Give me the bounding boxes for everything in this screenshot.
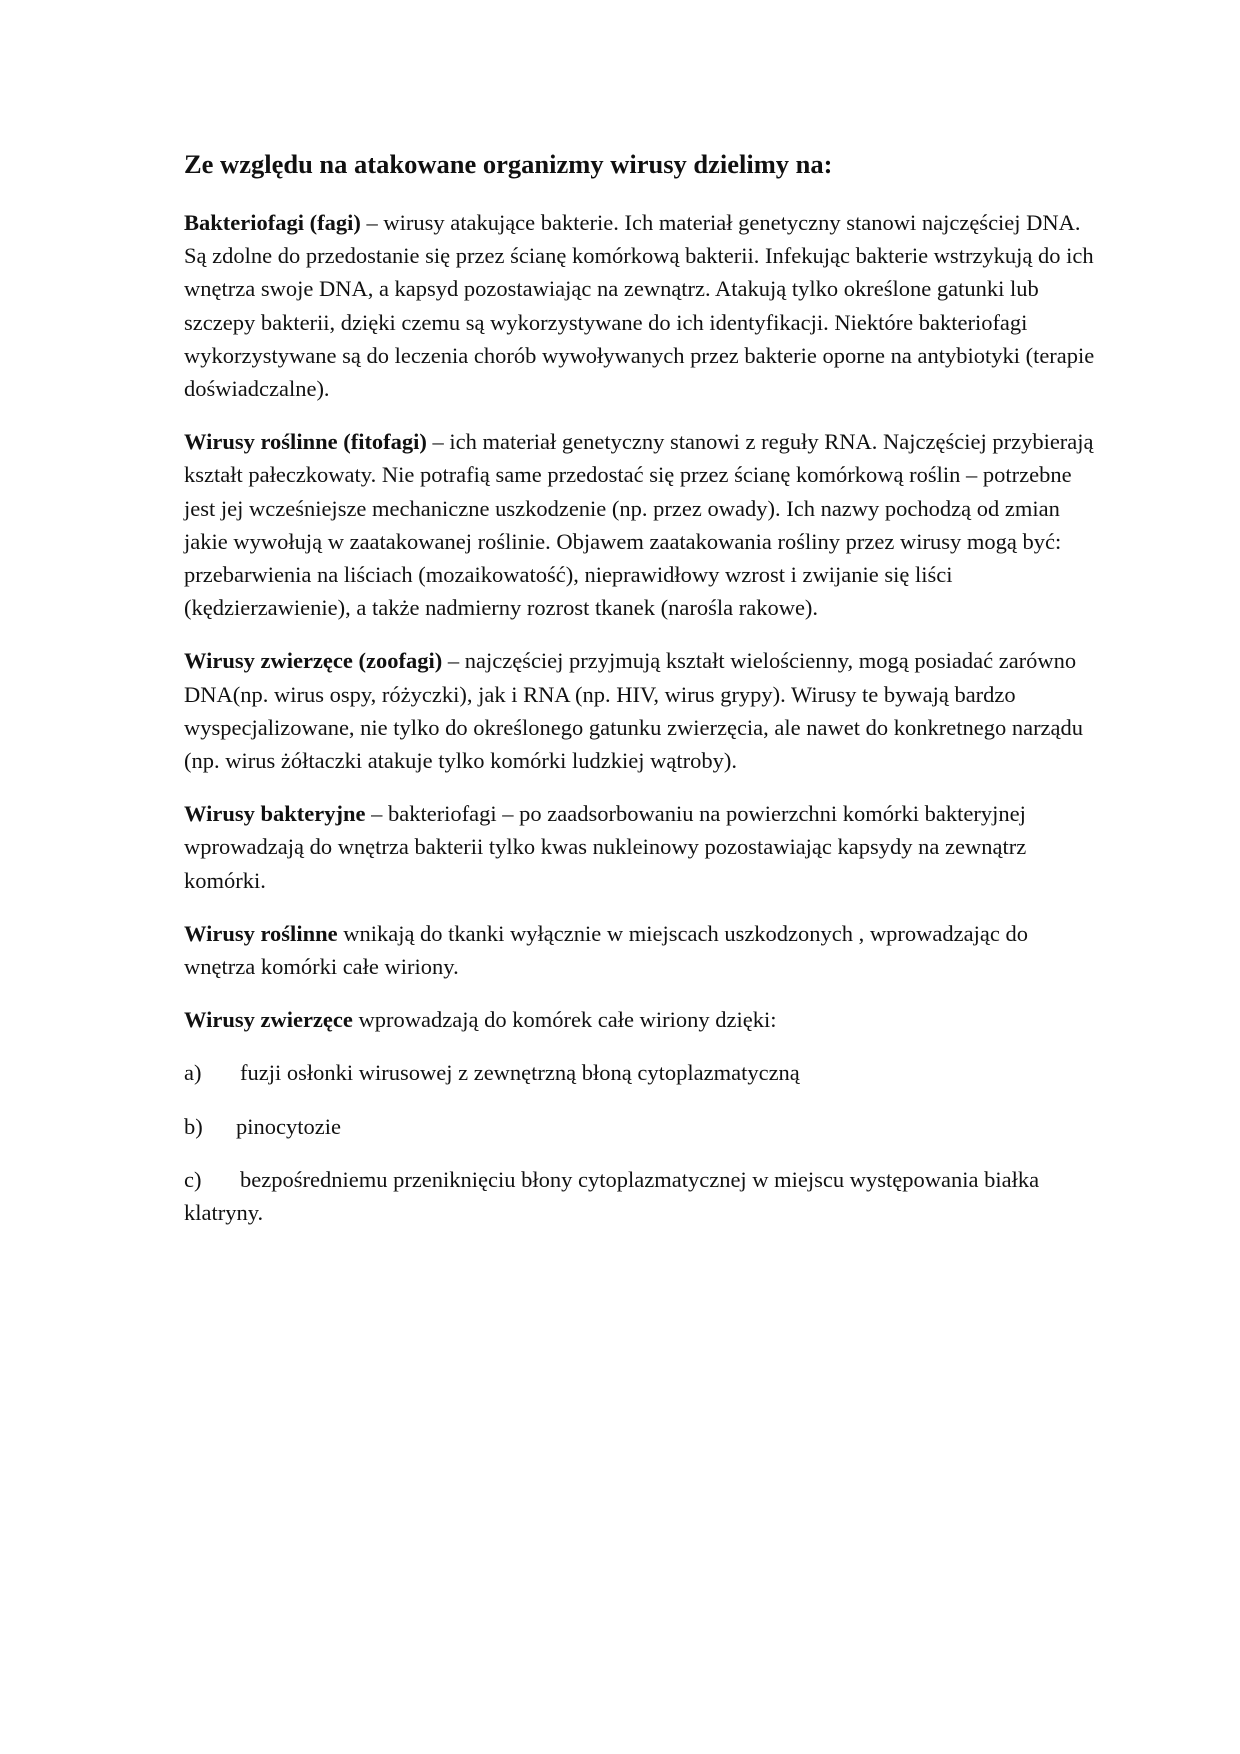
paragraph-bakteriofagi	[184, 206, 1099, 405]
paragraph-wirusy-zwierzece-wnikanie	[184, 1003, 1099, 1036]
paragraph-text: – wirusy atakujące bakterie. Ich materiał genetyczny stanowi najczęściej DNA. Są zdolne do przedostanie się przez ścianę komórkową bakterii. Infekując bakterie wstrzykują do ich wnętrza swoje DNA, a kapsyd pozostawiając na zewnątrz. Atakują tylko określone gatunki lub szczepy bakterii, dzięki czemu są wykorzystywane do ich identyfikacji. Niektóre bakteriofagi wykorzystywane są do leczenia chorób wywoływanych przez bakterie oporne na antybiotyki (terapie doświadczalne).	[184, 210, 1095, 402]
term-bold: Wirusy zwierzęce (zoofagi)	[184, 648, 443, 674]
paragraph-wirusy-roslinne	[184, 425, 1099, 624]
list-item-text: fuzji osłonki wirusowej z zewnętrzną błoną cytoplazmatyczną	[240, 1060, 800, 1086]
list-item-text: bezpośredniemu przeniknięciu błony cytoplazmatycznej w miejscu występowania białka klatryny.	[184, 1166, 1040, 1226]
list-marker: c)	[184, 1166, 202, 1192]
term-bold: Wirusy bakteryjne	[184, 801, 366, 827]
paragraph-text: wnikają do tkanki wyłącznie w miejscach uszkodzonych , wprowadzając do wnętrza komórki całe wiriony.	[184, 920, 1028, 980]
paragraph-text: – bakteriofagi – po zaadsorbowaniu na powierzchni komórki bakteryjnej wprowadzają do wnętrza bakterii tylko kwas nukleinowy pozostawiając kapsydy na zewnątrz komórki.	[184, 801, 1027, 893]
list-marker: b)	[184, 1113, 203, 1139]
list-item-b	[184, 1110, 1099, 1143]
document-body	[184, 144, 1099, 1249]
term-bold: Wirusy zwierzęce	[184, 1007, 353, 1033]
paragraph-wirusy-zwierzece	[184, 644, 1099, 777]
list-marker: a)	[184, 1060, 202, 1086]
page-title: Ze względu na atakowane organizmy wirusy dzielimy na:	[184, 149, 833, 179]
list-item-c	[184, 1163, 1099, 1229]
paragraph-wirusy-roslinne-wnikanie	[184, 917, 1099, 983]
list-item-text: pinocytozie	[236, 1113, 341, 1139]
paragraph-text: wprowadzają do komórek całe wiriony dzięki:	[352, 1007, 777, 1033]
list-item-a	[184, 1056, 1099, 1089]
paragraph-text: – najczęściej przyjmują kształt wielościenny, mogą posiadać zarówno DNA(np. wirus ospy, różyczki), jak i RNA (np. HIV, wirus grypy). Wirusy te bywają bardzo wyspecjalizowane, nie tylko do określonego gatunku zwierzęcia, ale nawet do konkretnego narządu (np. wirus żółtaczki atakuje tylko komórki ludzkiej wątroby).	[184, 648, 1084, 774]
term-bold: Wirusy roślinne (fitofagi)	[184, 429, 427, 455]
paragraph-text: – ich materiał genetyczny stanowi z reguły RNA. Najczęściej przybierają kształt pałeczkowaty. Nie potrafią same przedostać się przez ścianę komórkową roślin – potrzebne jest jej wcześniejsze mechaniczne uszkodzenie (np. przez owady). Ich nazwy pochodzą od zmian jakie wywołują w zaatakowanej roślinie. Objawem zaatakowania rośliny przez wirusy mogą być: przebarwienia na liściach (mozaikowatość), nieprawidłowy wzrost i zwijanie się liści (kędzierzawienie), a także nadmierny rozrost tkanek (narośla rakowe).	[184, 429, 1094, 621]
paragraph-wirusy-bakteryjne	[184, 797, 1099, 897]
term-bold: Wirusy roślinne	[184, 920, 338, 946]
term-bold: Bakteriofagi (fagi)	[184, 210, 361, 235]
